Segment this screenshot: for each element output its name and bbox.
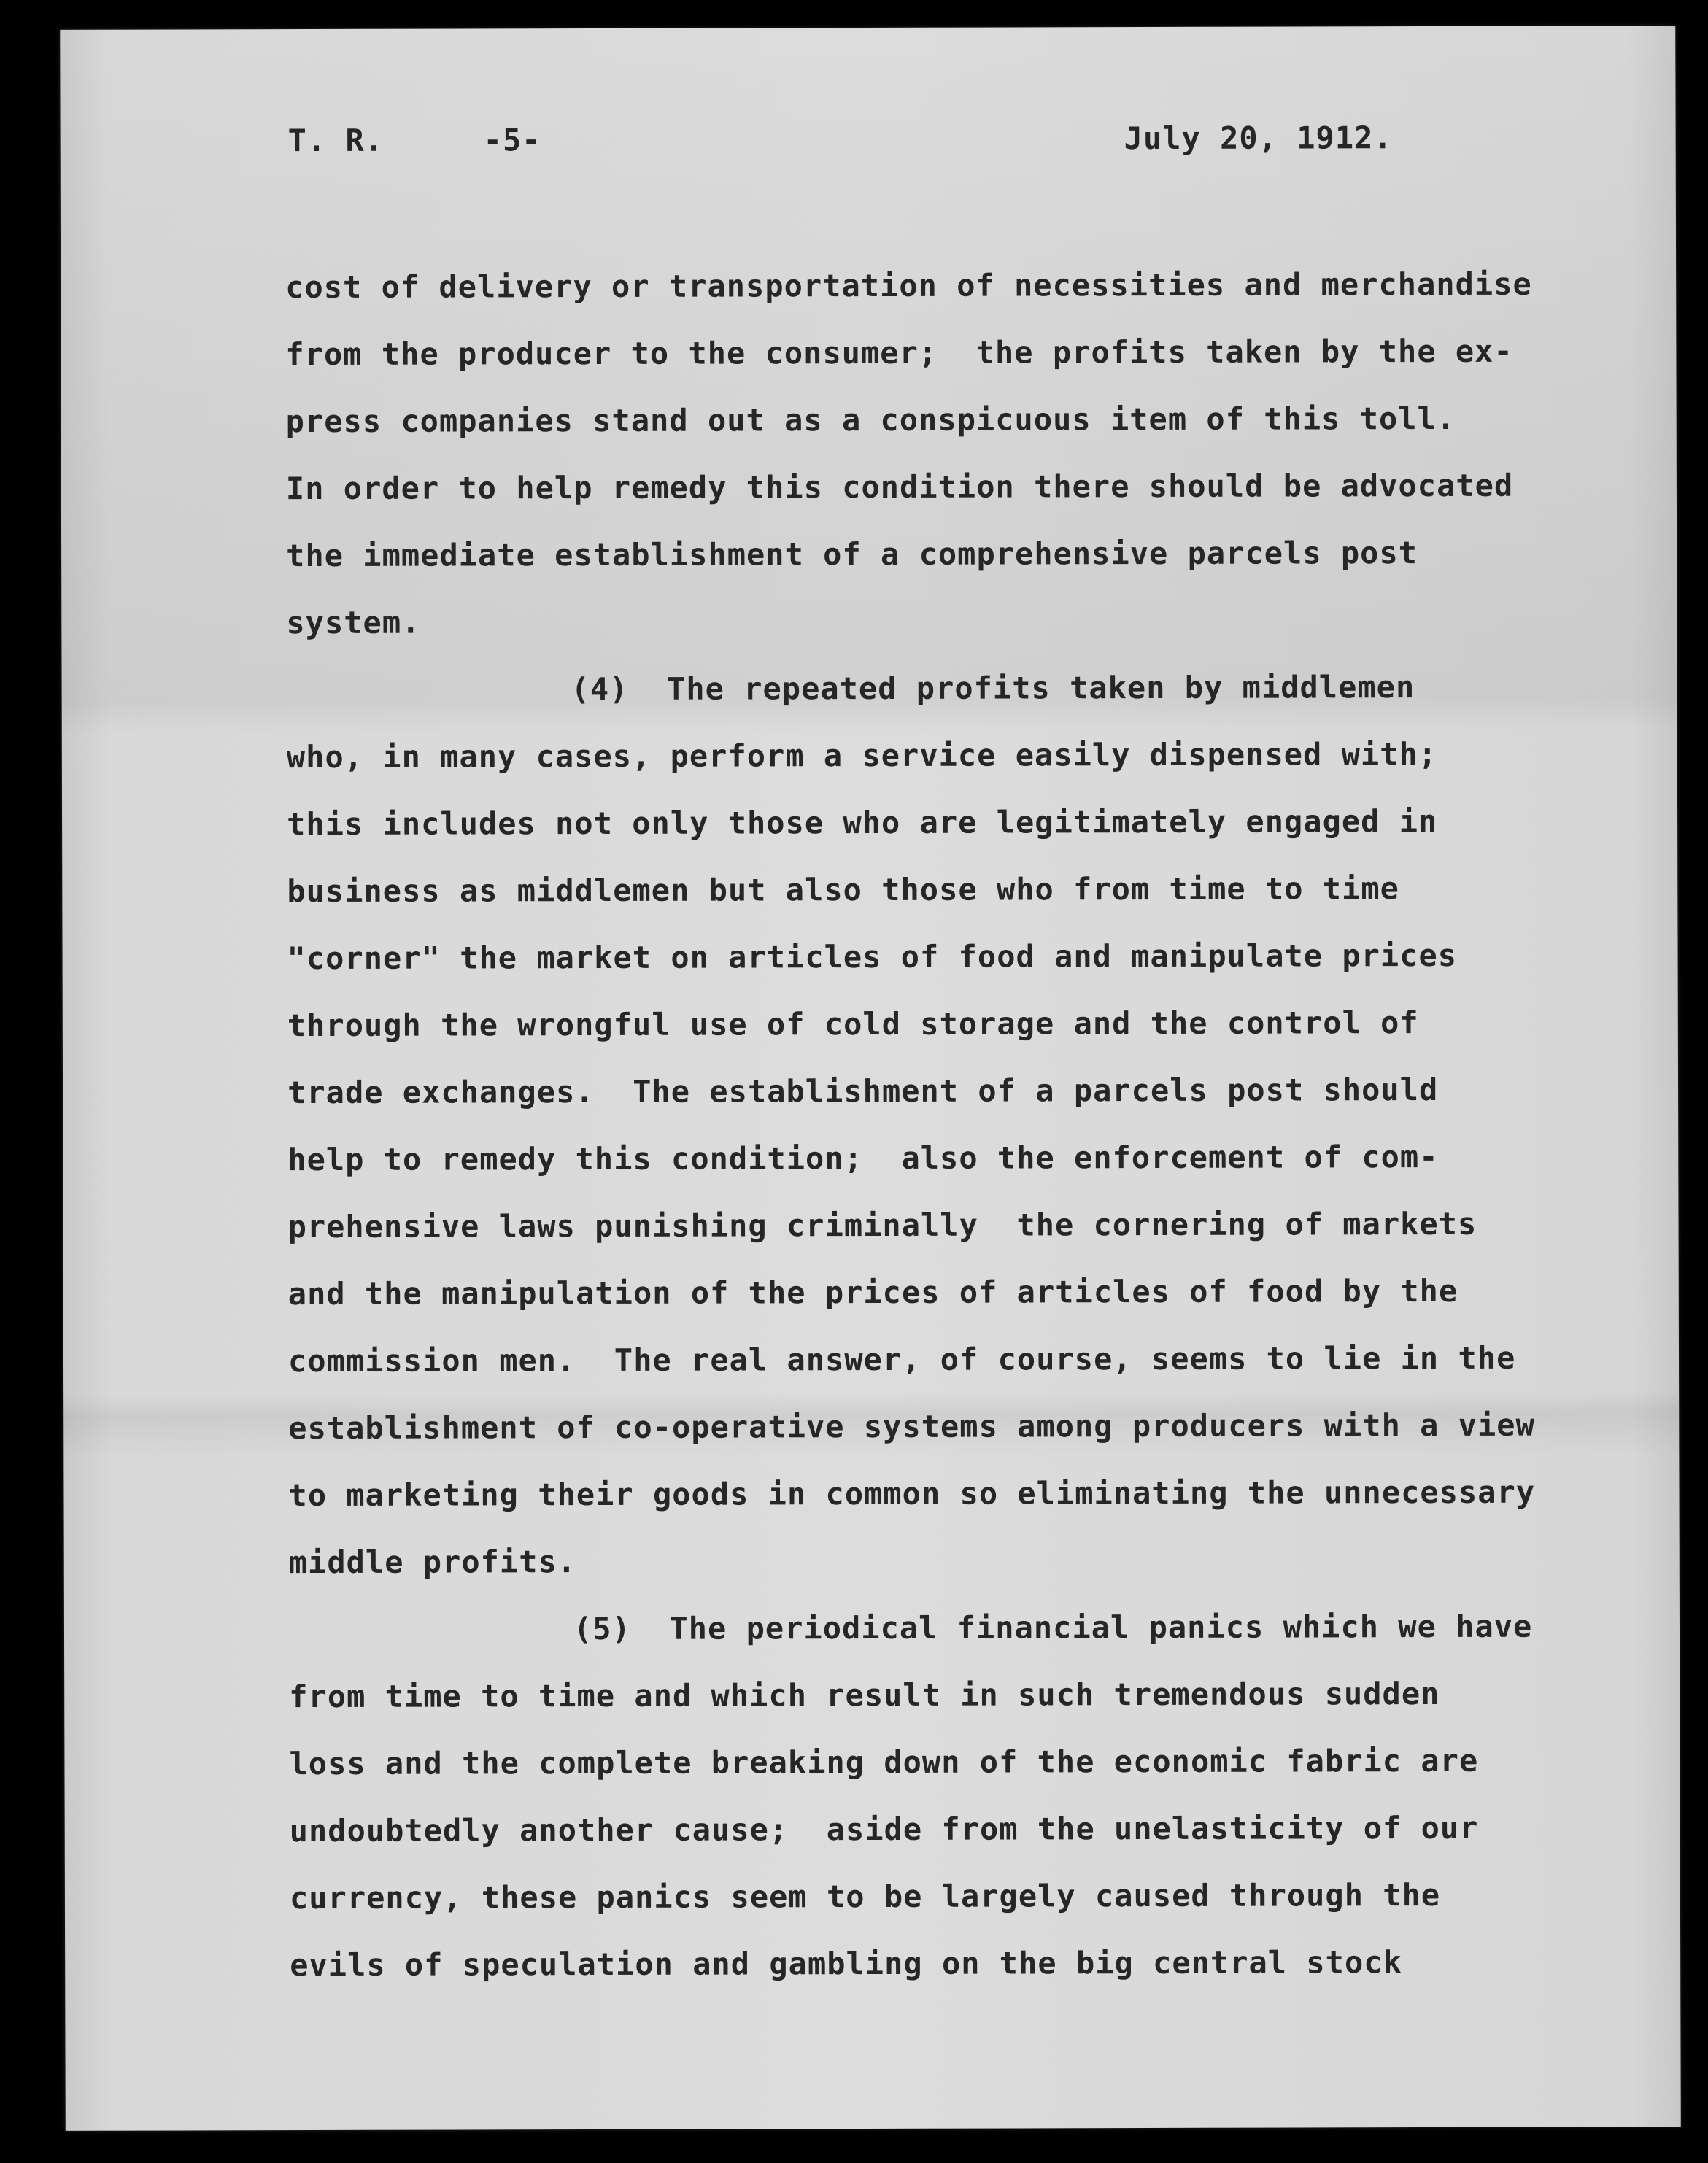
header-date: July 20, 1912. [1124,120,1393,157]
text-line: commission men. The real answer, of course, seems to lie in the [287,1339,1516,1380]
text-line: business as middlemen but also those who from time to time [287,870,1399,910]
text-line: currency, these panics seem to be largely caused through the [289,1876,1441,1916]
paragraph-5-start: (5) The periodical financial panics which we have [573,1608,1533,1647]
text-line: press companies stand out as a conspicuous item of this toll. [285,400,1456,440]
text-line: "corner" the market on articles of food and manipulate prices [287,937,1458,977]
text-line: system. [286,604,421,641]
text-line: undoubtedly another cause; aside from the unelasticity of our [289,1809,1479,1849]
text-line: cost of delivery or transportation of necessities and merchandise [285,266,1532,306]
text-line: from time to time and which result in such tremendous sudden [289,1675,1440,1715]
text-line: from the producer to the consumer; the profits taken by the ex- [285,333,1513,373]
text-line: prehensive laws punishing criminally the cornering of markets [287,1205,1477,1245]
text-line: this includes not only those who are legitimately engaged in [287,802,1438,843]
text-line: establishment of co-operative systems among producers with a view [288,1406,1535,1447]
text-line: help to remedy this condition; also the enforcement of com- [287,1138,1439,1178]
text-line: and the manipulation of the prices of articles of food by the [287,1272,1458,1312]
text-line: who, in many cases, perform a service easily dispensed with; [286,735,1438,775]
text-line: trade exchanges. The establishment of a parcels post should [287,1071,1439,1111]
text-line: through the wrongful use of cold storage and the control of [287,1005,1419,1044]
page-number: -5- [483,122,541,158]
paper-sheet [60,26,1681,2131]
text-line: the immediate establishment of a comprehensive parcels post [286,535,1418,574]
page-header [61,119,1676,167]
text-line: to marketing their goods in common so eliminating the unnecessary [288,1474,1536,1514]
text-line: loss and the complete breaking down of the economic fabric are [289,1742,1479,1782]
text-line: In order to help remedy this condition there should be advocated [285,467,1514,507]
typed-body [285,250,1603,1999]
text-line: evils of speculation and gambling on the big central stock [290,1944,1402,1984]
text-line: middle profits. [288,1544,577,1581]
paragraph-4-start: (4) The repeated profits taken by middlemen [571,669,1415,708]
header-initials: T. R. [287,122,385,159]
